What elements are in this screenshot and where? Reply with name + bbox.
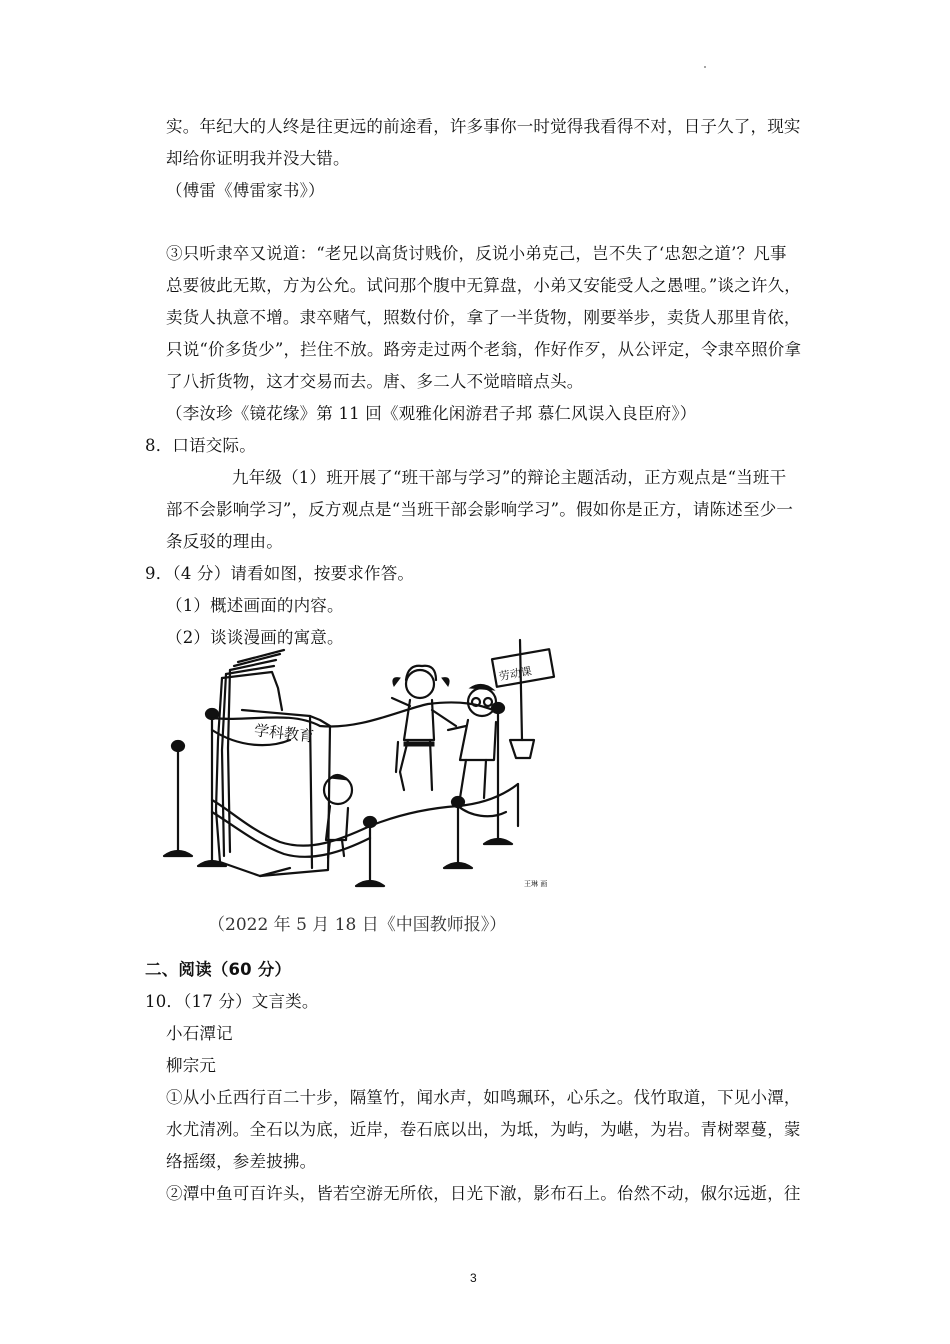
text-line: 总要彼此无欺，方为公允。试问那个腹中无算盘，小弟又安能受人之愚哩。”谈之许久， bbox=[166, 276, 801, 295]
text-line: 卖货人执意不增。隶卒赌气，照数付价，拿了一半货物，刚要举步，卖货人那里肯依， bbox=[166, 308, 801, 327]
text-line: 只说“价多货少”，拦住不放。路旁走过两个老翁，作好作歹，从公评定，令隶卒照价拿 bbox=[166, 340, 802, 359]
question-10: 10．（17 分）文言类。 bbox=[145, 992, 319, 1011]
book-text: 学科教育 bbox=[253, 721, 315, 746]
text-line: ②潭中鱼可百许头，皆若空游无所依，日光下澈，影布石上。佁然不动，俶尔远逝，往 bbox=[166, 1184, 801, 1203]
text-line: 水尤清冽。全石以为底，近岸，卷石底以出，为坻，为屿，为嵁，为岩。青树翠蔓，蒙 bbox=[166, 1120, 801, 1139]
page-number: 3 bbox=[470, 1271, 477, 1285]
cartoon-illustration bbox=[160, 630, 560, 892]
text-source: （傅雷《傅雷家书》） bbox=[166, 181, 325, 200]
question-9: 9．（4 分）请看如图，按要求作答。 bbox=[145, 564, 415, 583]
text-line: 了八折货物，这才交易而去。唐、多二人不觉暗暗点头。 bbox=[166, 372, 584, 391]
text-line: 却给你证明我并没大错。 bbox=[166, 149, 350, 168]
text-line: 络摇缀，参差披拂。 bbox=[166, 1152, 317, 1171]
scan-dot bbox=[704, 66, 706, 68]
text-line: 条反驳的理由。 bbox=[166, 532, 283, 551]
text-line: 九年级（1）班开展了“班干部与学习”的辩论主题活动，正方观点是“当班干 bbox=[232, 468, 787, 487]
text-line: ①从小丘西行百二十步，隔篁竹，闻水声，如鸣珮环，心乐之。伐竹取道，下见小潭， bbox=[166, 1088, 801, 1107]
sub-question: （1）概述画面的内容。 bbox=[166, 596, 344, 615]
sub-question: （2）谈谈漫画的寓意。 bbox=[166, 628, 344, 647]
passage-title: 小石潭记 bbox=[166, 1024, 233, 1043]
cartoon-signature: 王琳 画 bbox=[524, 880, 548, 888]
question-8: 8．口语交际。 bbox=[145, 436, 256, 455]
cartoon-caption: （2022 年 5 月 18 日《中国教师报》） bbox=[208, 915, 507, 935]
text-source: （李汝珍《镜花缘》第 11 回《观雅化闲游君子邦 慕仁风误入良臣府》） bbox=[166, 404, 697, 423]
text-line: 部不会影响学习”，反方观点是“当班干部会影响学习”。假如你是正方，请陈述至少一 bbox=[166, 500, 794, 519]
text-line: ③只听隶卒又说道：“老兄以高货讨贱价，反说小弟克己，岂不失了‘忠恕之道’？凡事 bbox=[166, 244, 787, 263]
sign-text: 劳动课 bbox=[498, 664, 533, 684]
section-heading: 二、阅读（60 分） bbox=[145, 960, 292, 979]
text-line: 实。年纪大的人终是往更远的前途看，许多事你一时觉得我看得不对，日子久了，现实 bbox=[166, 117, 801, 136]
passage-author: 柳宗元 bbox=[166, 1056, 217, 1075]
